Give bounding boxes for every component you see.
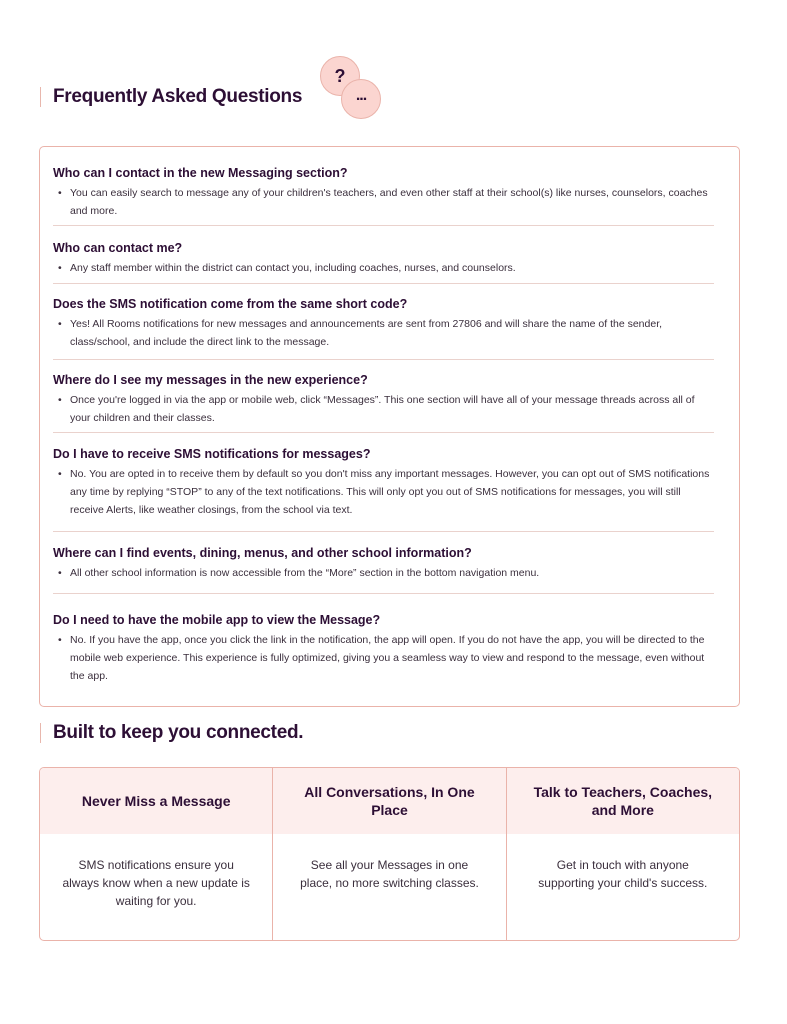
faq-question: Who can I contact in the new Messaging section? — [53, 166, 348, 180]
faq-question: Do I have to receive SMS notifications for messages? — [53, 447, 371, 461]
feature-card — [40, 768, 273, 940]
faq-item — [53, 240, 714, 277]
feature-card — [273, 768, 506, 940]
faq-item — [53, 296, 714, 351]
feature-card — [507, 768, 739, 940]
faq-question: Do I need to have the mobile app to view the Message? — [53, 613, 381, 627]
divider — [53, 225, 714, 226]
faq-question: Where can I find events, dining, menus, and other school information? — [53, 546, 472, 560]
divider — [53, 359, 714, 360]
feature-cards — [39, 767, 740, 941]
faq-answer: • No. If you have the app, once you click the link in the notification, the app will open. If you do not have the app, you will be directed to the mobile web experience. This experience is fully optimized, giving you a seamless way to view and respond to the message, even without the app. — [53, 631, 714, 685]
feature-card-body: See all your Messages in one place, no more switching classes. — [300, 858, 479, 890]
faq-list — [39, 146, 740, 707]
faq-answer: • Yes! All Rooms notifications for new messages and announcements are sent from 27806 and will share the name of the sender, class/school, and include the direct link to the message. — [53, 315, 714, 351]
faq-title: Frequently Asked Questions — [53, 86, 303, 107]
ellipsis-icon: ... — [341, 79, 381, 119]
feature-card-body: SMS notifications ensure you always know when a new update is waiting for you. — [62, 858, 250, 908]
question-mark-icon: ? — [320, 56, 360, 96]
header-accent-bar — [40, 723, 41, 743]
connected-header — [40, 722, 303, 744]
faq-item — [53, 545, 714, 582]
faq-item — [53, 372, 714, 427]
faq-item — [53, 446, 714, 519]
divider — [53, 593, 714, 594]
faq-question: Who can contact me? — [53, 241, 183, 255]
faq-answer: • Any staff member within the district can contact you, including coaches, nurses, and counselors. — [53, 259, 714, 277]
feature-card-title: Talk to Teachers, Coaches, and More — [507, 768, 739, 834]
divider — [53, 432, 714, 433]
faq-answer: • Once you're logged in via the app or mobile web, click “Messages”. This one section will have all of your message threads across all of your children and their classes. — [53, 391, 714, 427]
faq-item — [53, 165, 714, 220]
feature-card-body: Get in touch with anyone supporting your child's success. — [538, 858, 708, 890]
divider — [53, 531, 714, 532]
question-bubbles-icon — [318, 54, 384, 120]
divider — [53, 283, 714, 284]
faq-answer: • All other school information is now accessible from the “More” section in the bottom navigation menu. — [53, 564, 714, 582]
feature-card-title: Never Miss a Message — [40, 768, 272, 834]
faq-question: Does the SMS notification come from the same short code? — [53, 297, 408, 311]
faq-header — [40, 86, 302, 108]
feature-card-title: All Conversations, In One Place — [273, 768, 505, 834]
header-accent-bar — [40, 87, 41, 107]
faq-item — [53, 612, 714, 685]
faq-answer: • No. You are opted in to receive them by default so you don't miss any important messages. However, you can opt out of SMS notifications any time by replying “STOP” to any of the text notifications. This will only opt you out of SMS notifications for messages, you will still receive Alerts, like weather closings, from the school via text. — [53, 465, 714, 519]
faq-question: Where do I see my messages in the new experience? — [53, 373, 368, 387]
faq-answer: • You can easily search to message any of your children's teachers, and even other staff at their school(s) like nurses, counselors, coaches and more. — [53, 184, 714, 220]
connected-title: Built to keep you connected. — [53, 722, 304, 743]
